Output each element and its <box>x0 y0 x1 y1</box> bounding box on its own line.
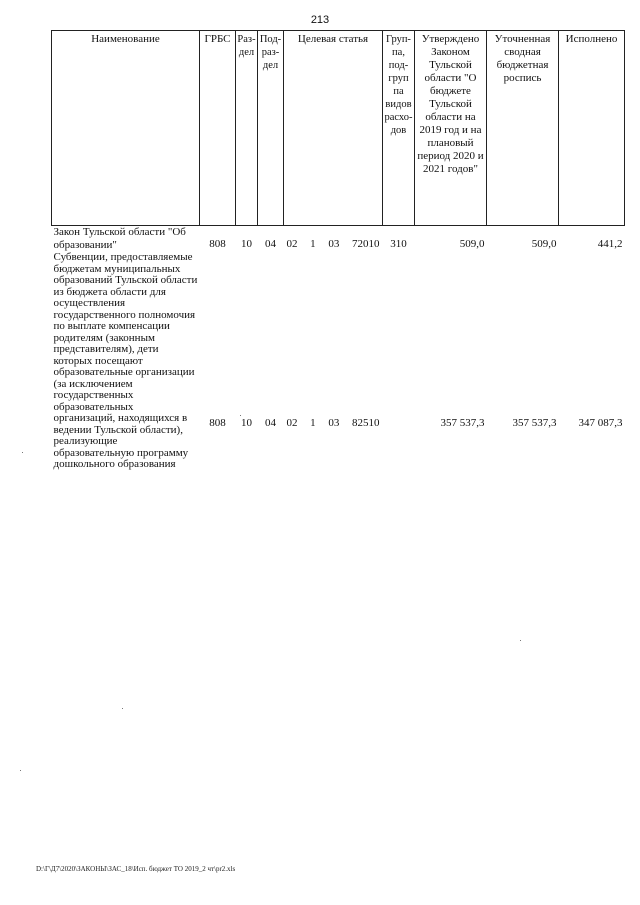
row-executed: 347 087,3 <box>578 417 623 429</box>
header-section: Раз-дел <box>236 31 258 226</box>
row-subsection: 04 <box>265 417 276 429</box>
row-name: Закон Тульской области "Об образовании" <box>53 226 186 251</box>
header-name: Наименование <box>52 31 200 226</box>
header-target: Целевая статья <box>284 31 383 226</box>
row-section: 10 <box>241 238 252 250</box>
scan-speck <box>122 708 123 709</box>
scan-speck <box>20 770 21 771</box>
header-executed: Исполнено <box>559 31 625 226</box>
scan-speck <box>520 640 521 641</box>
table-row <box>52 226 625 253</box>
budget-table <box>51 30 625 471</box>
footer-file-path: D:\Г\Д7\2020\ЗАКОНЫ\ЗАС_18\Исп. бюджет ТО 2019_2 чт\pr2.xls <box>36 865 236 873</box>
row-executed: 441,2 <box>597 238 623 250</box>
row-section: 10 <box>241 417 252 429</box>
target-part: 82510 <box>351 417 380 429</box>
target-part: 02 <box>286 417 298 429</box>
target-part: 72010 <box>351 238 380 250</box>
row-grbs: 808 <box>209 238 226 250</box>
page-number: 213 <box>310 14 330 26</box>
row-group: 310 <box>390 238 407 250</box>
scan-speck <box>240 415 241 416</box>
target-part: 03 <box>328 238 340 250</box>
header-approved: Утверждено Законом Тульской области "О бюджете Тульской области на 2019 год и на плановый период 2020 и 2021 годов" <box>415 31 487 226</box>
row-name: Субвенции, предоставляемые бюджетам муниципальных образований Тульской области из бюджета области для осуществления государственного полномочия по выплате компенсации родителям (законным представителям), дети которых посещают образовательные организации (за исключением государственных образовательных организаций, находящихся в ведении Тульской области), реализующие образовательную программу дошкольного образования <box>53 251 198 470</box>
table-row <box>52 252 625 471</box>
row-subsection: 04 <box>265 238 276 250</box>
row-grbs: 808 <box>209 417 226 429</box>
header-refined: Уточненная сводная бюджетная роспись <box>487 31 559 226</box>
header-group: Груп-па, под-груп па видов расхо-дов <box>383 31 415 226</box>
table-header-row <box>52 31 625 226</box>
target-part: 02 <box>286 238 298 250</box>
header-subsection: Под-раз-дел <box>258 31 284 226</box>
target-part: 1 <box>310 238 316 250</box>
row-target <box>284 226 383 253</box>
header-grbs: ГРБС <box>200 31 236 226</box>
target-part: 03 <box>328 417 340 429</box>
scan-speck <box>22 452 23 453</box>
row-approved: 509,0 <box>459 238 485 250</box>
row-refined: 509,0 <box>531 238 557 250</box>
row-target <box>284 252 383 471</box>
row-refined: 357 537,3 <box>512 417 557 429</box>
target-part: 1 <box>310 417 316 429</box>
row-group <box>383 252 415 471</box>
row-approved: 357 537,3 <box>440 417 485 429</box>
